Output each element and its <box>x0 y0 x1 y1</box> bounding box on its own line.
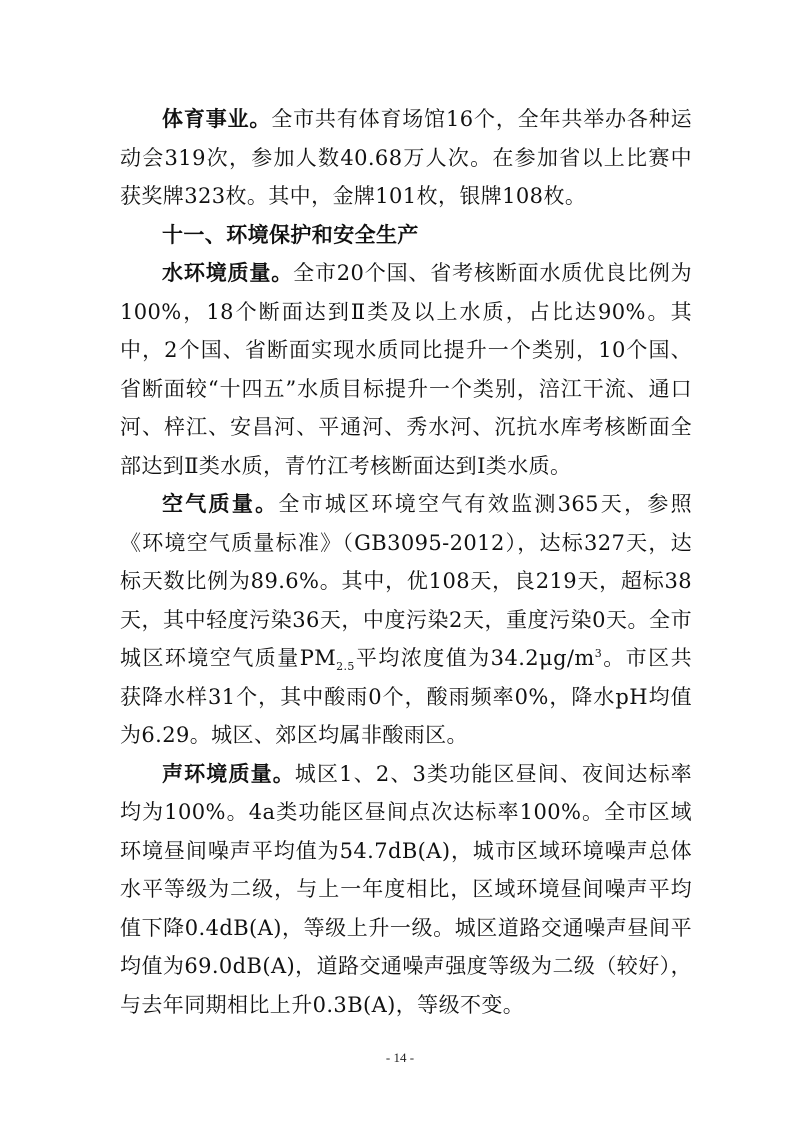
air-text-b: 平均浓度值为34.2μg/m <box>354 646 595 670</box>
water-text: 全市20个国、省考核断面水质优良比例为100%，18个断面达到Ⅱ类及以上水质，占比达90%。其中，2个国、省断面实现水质同比提升一个类别，10个国、省断面较“十四五”水质目标提升一个类别，涪江干流、通口河、梓江、安昌河、平通河、秀水河、沉抗水库考核断面全部达到Ⅱ类水质，青竹江考核断面达到Ⅰ类水质。 <box>120 261 692 478</box>
noise-label: 声环境质量。 <box>162 761 295 786</box>
sports-label: 体育事业。 <box>162 107 272 131</box>
water-label: 水环境质量。 <box>162 261 294 285</box>
page-number: - 14 - <box>385 1050 415 1065</box>
body-text <box>120 100 692 1024</box>
paragraph-water <box>120 254 692 485</box>
noise-text: 城区1、2、3类功能区昼间、夜间达标率均为100%。4a类功能区昼间点次达标率100%。全市区域环境昼间噪声平均值为54.7dB(A)，城市区域环境噪声总体水平等级为二级，与上一年度相比，区域环境昼间噪声平均值下降0.4dB(A)，等级上升一级。城区道路交通噪声昼间平均值为69.0dB(A)，道路交通噪声强度等级为二级（较好），与去年同期相比上升0.3B(A)，等级不变。 <box>120 761 693 1017</box>
air-label: 空气质量。 <box>162 492 279 516</box>
paragraph-sports <box>120 100 692 216</box>
air-text-c: 。市区共获降水样31个，其中酸雨0个，酸雨频率0%，降水pH均值为6.29。城区、郊区均属非酸雨区。 <box>120 646 692 747</box>
unit-superscript: 3 <box>594 647 603 660</box>
sports-text: 全市共有体育场馆16个，全年共举办各种运动会319次，参加人数40.68万人次。在参加省以上比赛中获奖牌323枚。其中，金牌101枚，银牌108枚。 <box>120 107 692 208</box>
paragraph-air <box>120 485 692 755</box>
pm-subscript: 2.5 <box>336 660 355 674</box>
paragraph-noise <box>120 755 692 1025</box>
section-heading: 十一、环境保护和安全生产 <box>162 222 419 247</box>
air-text-a: 全市城区环境空气有效监测365天，参照《环境空气质量标准》（GB3095-2012），达标327天，达标天数比例为89.6%。其中，优108天，良219天，超标38天，其中轻度污染36天，中度污染2天，重度污染0天。全市城区环境空气质量PM <box>120 492 693 670</box>
